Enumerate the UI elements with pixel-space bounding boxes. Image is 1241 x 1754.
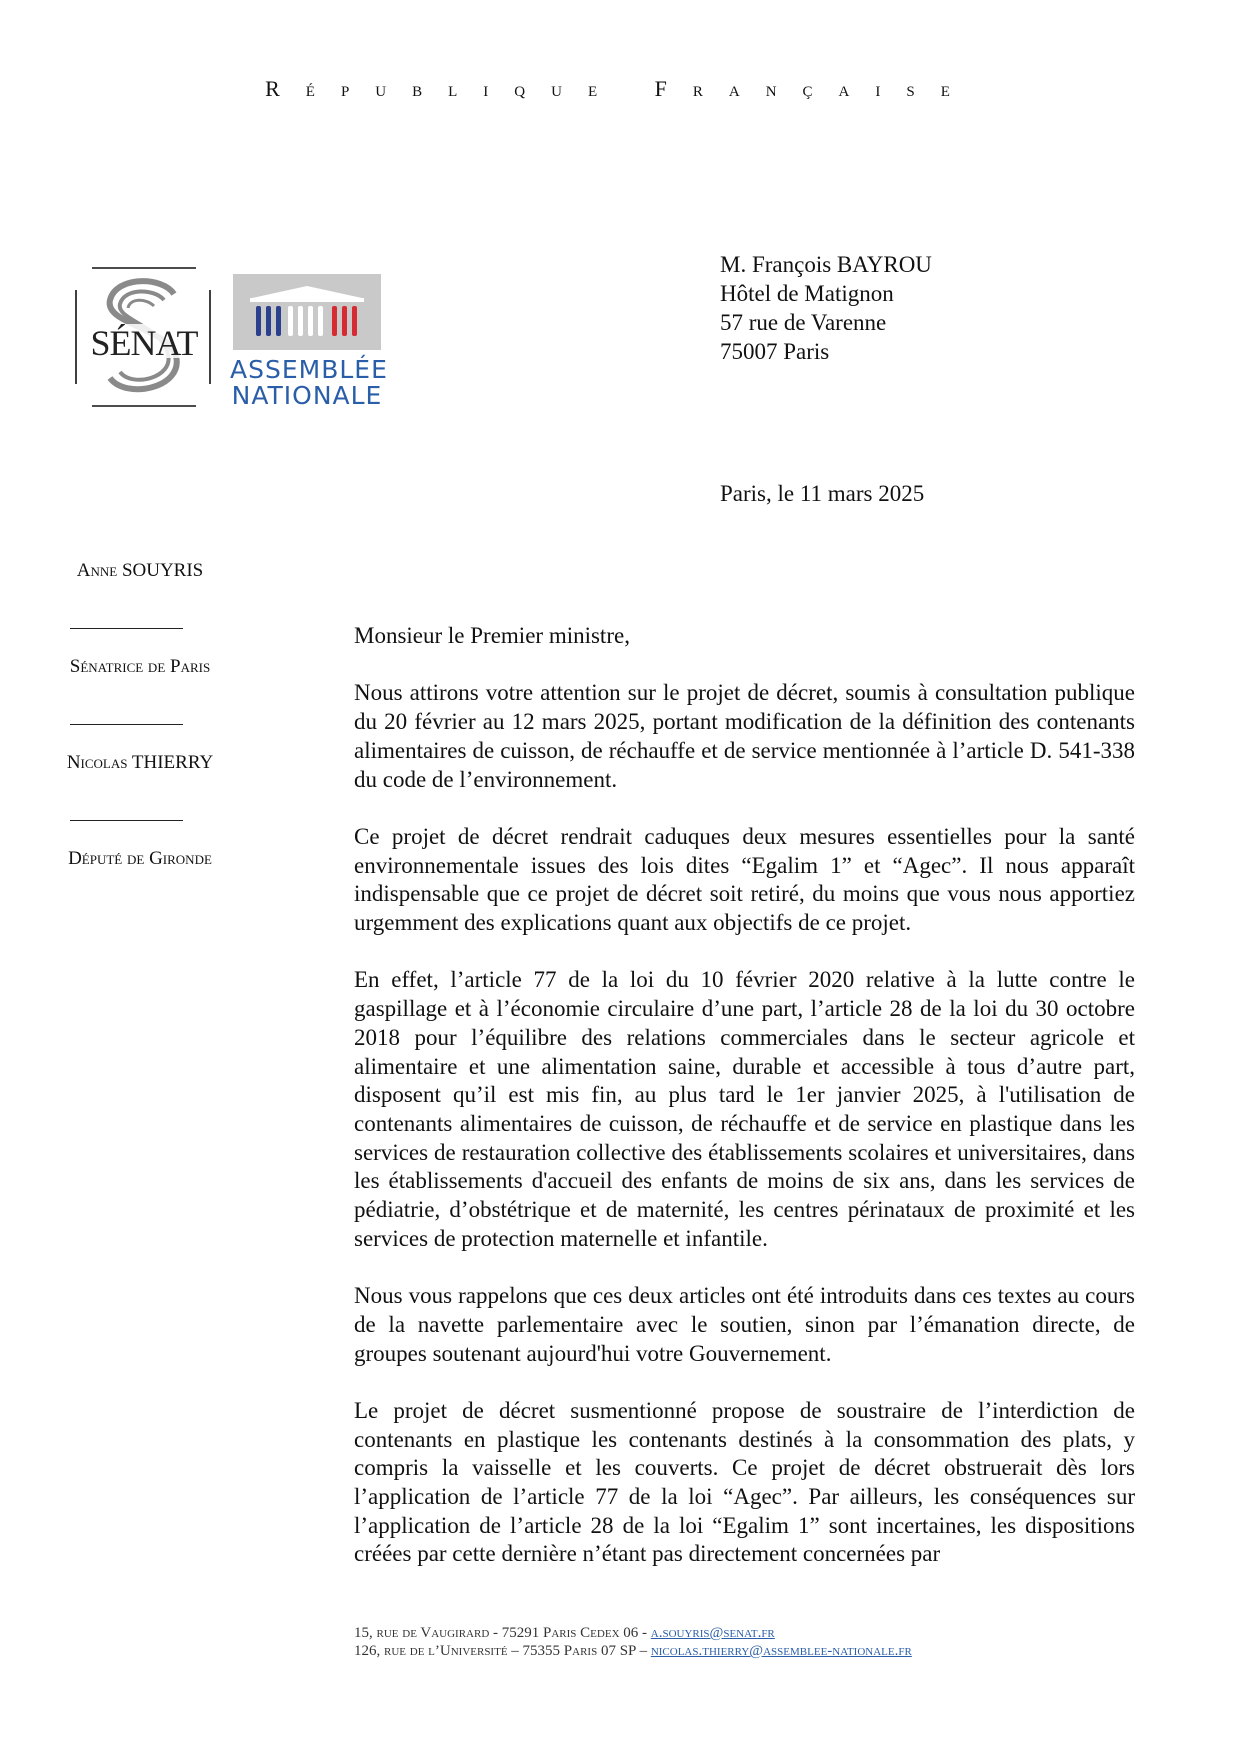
recipient-line2: Hôtel de Matignon: [720, 281, 894, 306]
letter-body: [354, 622, 1135, 1598]
signatory-name-2: Nicolas THIERRY: [66, 752, 214, 773]
footer-addresses: [354, 1624, 912, 1660]
signatory-name-1: Anne SOUYRIS: [76, 560, 204, 581]
assemblee-nationale-logo: [230, 274, 388, 410]
salutation: Monsieur le Premier ministre,: [354, 623, 630, 648]
email-link-thierry[interactable]: nicolas.thierry@assemblee-nationale.fr: [650, 1643, 912, 1659]
footer-line-2: [354, 1642, 912, 1660]
paragraph-2: Ce projet de décret rendrait caduques deux mesures essentielles pour la santé environnementale issues des lois dites “Egalim 1” et “Agec”. Il nous apparaît indispensable que ce projet de décret soit retiré, du moins que vous nous apportiez urgemment des explications quant aux objectifs de ce projet.: [354, 823, 1135, 935]
republique-francaise-header: République Française: [265, 76, 976, 101]
signatory-title-2: Député de Gironde: [68, 848, 212, 869]
paragraph-3: En effet, l’article 77 de la loi du 10 février 2020 relative à la lutte contre le gaspillage et à l’économie circulaire d’une part, l’article 28 de la loi du 30 octobre 2018 pour l’équilibre des relations commerciales dans le secteur agricole et alimentaire et une alimentation saine, durable et accessible à tous d’autre part, disposent qu’il est mis fin, au plus tard le 1er janvier 2025, à l'utilisation de contenants alimentaires de cuisson, de réchauffe et de service en plastique dans les services de restauration collective des établissements scolaires et universitaires, dans les établissements d'accueil des enfants de moins de six ans, dans les services de pédiatrie, d’obstétrique et de maternité, les centres périnataux de proximité et les services de protection maternelle et infantile.: [354, 967, 1135, 1251]
paragraph-5: Le projet de décret susmentionné propose de soustraire de l’interdiction de contenants en plastique les contenants destinés à la consommation des plats, y compris la vaisselle et les couverts. Ce projet de décret obstruerait dès lors l’application de l’article 77 de la loi “Agec”. Par ailleurs, les conséquences sur l’application de l’article 28 de la loi “Egalim 1” sont incertaines, les dispositions créées par cette dernière n’étant pas directement concernées par: [354, 1397, 1135, 1567]
divider: [70, 628, 183, 629]
date-line: Paris, le 11 mars 2025: [720, 481, 925, 506]
assemblee-flag-building-icon: [230, 274, 384, 354]
senat-logo-text: SÉNAT: [90, 323, 198, 363]
footer-address-2: 126, rue de l’Université – 75355 Paris 07 SP –: [354, 1643, 651, 1659]
assemblee-logo-line2: NATIONALE: [231, 381, 383, 410]
recipient-name: M. François BAYROU: [720, 252, 932, 277]
divider: [70, 820, 183, 821]
divider: [70, 724, 183, 725]
paragraph-4: Nous vous rappelons que ces deux articles ont été introduits dans ces textes au cours de la navette parlementaire avec le soutien, sinon par l’émanation directe, de groupes soutenant aujourd'hui votre Gouvernement.: [354, 1283, 1135, 1366]
recipient-line3: 57 rue de Varenne: [720, 310, 887, 335]
assemblee-logo-line1: ASSEMBLÉE: [230, 355, 388, 384]
recipient-line4: 75007 Paris: [720, 339, 830, 364]
email-link-souyris[interactable]: a.souyris@senat.fr: [650, 1625, 775, 1641]
signatory-title-1: Sénatrice de Paris: [69, 656, 211, 677]
recipient-address: [720, 250, 932, 366]
footer-line-1: [354, 1624, 912, 1642]
paragraph-1: Nous attirons votre attention sur le projet de décret, soumis à consultation publique du 20 février au 12 mars 2025, portant modification de la définition des contenants alimentaires de cuisson, de réchauffe et de service mentionnée à l’article D. 541-338 du code de l’environnement.: [354, 680, 1135, 792]
footer-address-1: 15, rue de Vaugirard - 75291 Paris Cedex 06 -: [354, 1625, 651, 1641]
senat-logo: [70, 262, 218, 412]
